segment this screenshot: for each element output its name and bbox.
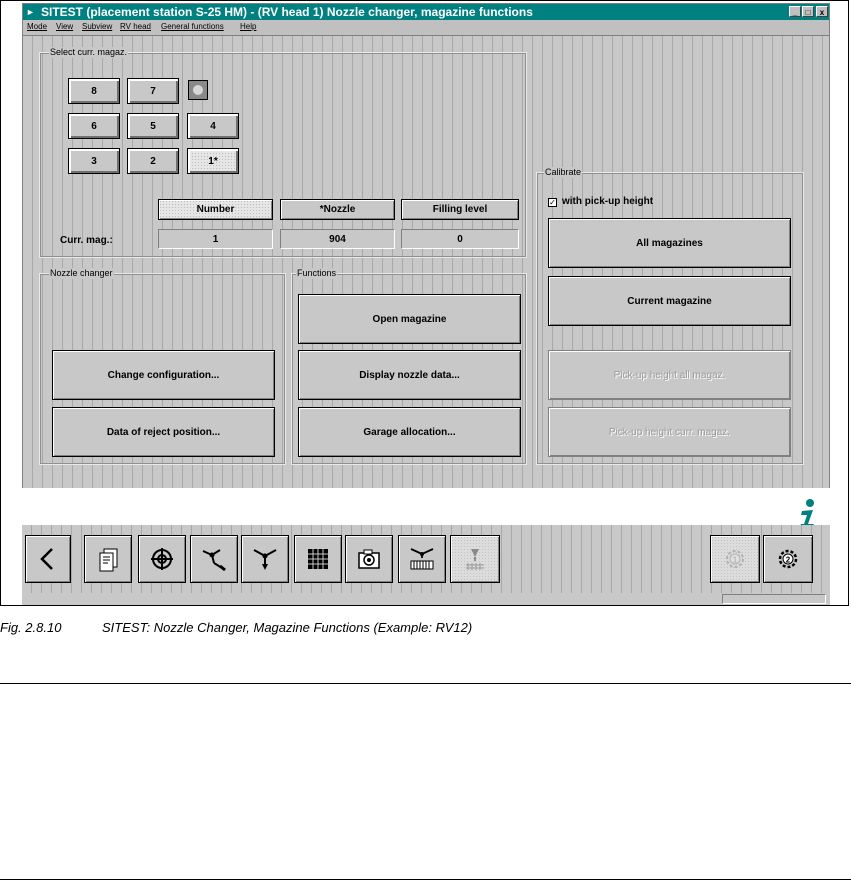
pickup-height-all-magazines-button[interactable]: Pick-up height all magaz. [548, 350, 791, 400]
app-window [22, 3, 830, 488]
menu-help[interactable]: Help [240, 22, 257, 31]
magazine-indicator [188, 80, 208, 100]
magazine-1-button[interactable]: 1* [187, 148, 239, 174]
pickup-height-checkbox[interactable]: ✓ [549, 198, 556, 207]
client-area [23, 35, 829, 488]
menu-subview[interactable]: Subview [82, 22, 113, 31]
app-icon: ► [26, 7, 35, 17]
magazine-8-button[interactable]: 8 [68, 78, 120, 104]
pickup-height-current-magazine-button[interactable]: Pick-up height curr. magaz. [548, 407, 791, 457]
current-nozzle-value: 904 [280, 229, 395, 249]
pickup-height-checkbox-label: with pick-up height [562, 196, 654, 207]
magazine-3-button[interactable]: 3 [68, 148, 120, 174]
status-bar [22, 593, 830, 605]
calibrate-all-magazines-button[interactable]: All magazines [548, 218, 791, 268]
window-title: SITEST (placement station S-25 HM) - (RV head 1) Nozzle changer, magazine functions [41, 5, 533, 19]
nozzle-down-icon[interactable] [241, 535, 289, 583]
display-nozzle-data-button[interactable]: Display nozzle data... [298, 350, 521, 400]
data-of-reject-position-button[interactable]: Data of reject position... [52, 407, 275, 457]
indicator-lamp-icon [193, 85, 203, 95]
magazine-2-button[interactable]: 2 [127, 148, 179, 174]
calibrate-label: Calibrate [545, 167, 582, 177]
figure-number: Fig. 2.8.10 [0, 620, 62, 635]
nozzle-changer-label: Nozzle changer [50, 268, 113, 278]
gear-2-label: 2 [785, 555, 791, 565]
bottom-toolbar [22, 525, 830, 593]
gear-1-label: 1 [732, 555, 738, 565]
nozzle-magazine-icon[interactable] [398, 535, 446, 583]
number-column-header[interactable]: Number [158, 199, 273, 220]
select-magazine-label: Select curr. magaz. [50, 47, 128, 57]
nozzle-column-header[interactable]: *Nozzle [280, 199, 395, 220]
garage-allocation-button[interactable]: Garage allocation... [298, 407, 521, 457]
minimize-button[interactable]: _ [789, 6, 801, 17]
current-filling-level-value: 0 [401, 229, 519, 249]
calibrate-current-magazine-button[interactable]: Current magazine [548, 276, 791, 326]
filling-level-column-header[interactable]: Filling level [401, 199, 519, 220]
gear-1-icon[interactable] [710, 535, 760, 583]
open-magazine-button[interactable]: Open magazine [298, 294, 521, 344]
nozzle-disabled-icon[interactable] [450, 535, 500, 583]
title-bar [23, 4, 829, 20]
change-configuration-button[interactable]: Change configuration... [52, 350, 275, 400]
current-number-value: 1 [158, 229, 273, 249]
maximize-button[interactable]: □ [802, 6, 814, 17]
current-magazine-label: Curr. mag.: [60, 235, 113, 246]
magazine-6-button[interactable]: 6 [68, 113, 120, 139]
magazine-7-button[interactable]: 7 [127, 78, 179, 104]
nozzle-left-icon[interactable] [190, 535, 238, 583]
close-button[interactable]: x [816, 6, 828, 17]
divider-top [0, 683, 851, 684]
back-arrow-icon[interactable] [25, 535, 71, 583]
status-panel [722, 594, 826, 604]
magazine-5-button[interactable]: 5 [127, 113, 179, 139]
menu-view[interactable]: View [56, 22, 74, 31]
menu-rv-head[interactable]: RV head [120, 22, 151, 31]
menu-mode[interactable]: Mode [27, 22, 48, 31]
camera-icon[interactable] [345, 535, 393, 583]
grid-icon[interactable] [294, 535, 342, 583]
magazine-4-button[interactable]: 4 [187, 113, 239, 139]
menu-general-functions[interactable]: General functions [161, 22, 224, 31]
figure-caption-text: SITEST: Nozzle Changer, Magazine Functions (Example: RV12) [102, 620, 473, 635]
gear-2-icon[interactable] [763, 535, 813, 583]
documents-icon[interactable] [84, 535, 132, 583]
menu-bar [23, 20, 829, 34]
crosshair-icon[interactable] [138, 535, 186, 583]
functions-label: Functions [297, 268, 337, 278]
